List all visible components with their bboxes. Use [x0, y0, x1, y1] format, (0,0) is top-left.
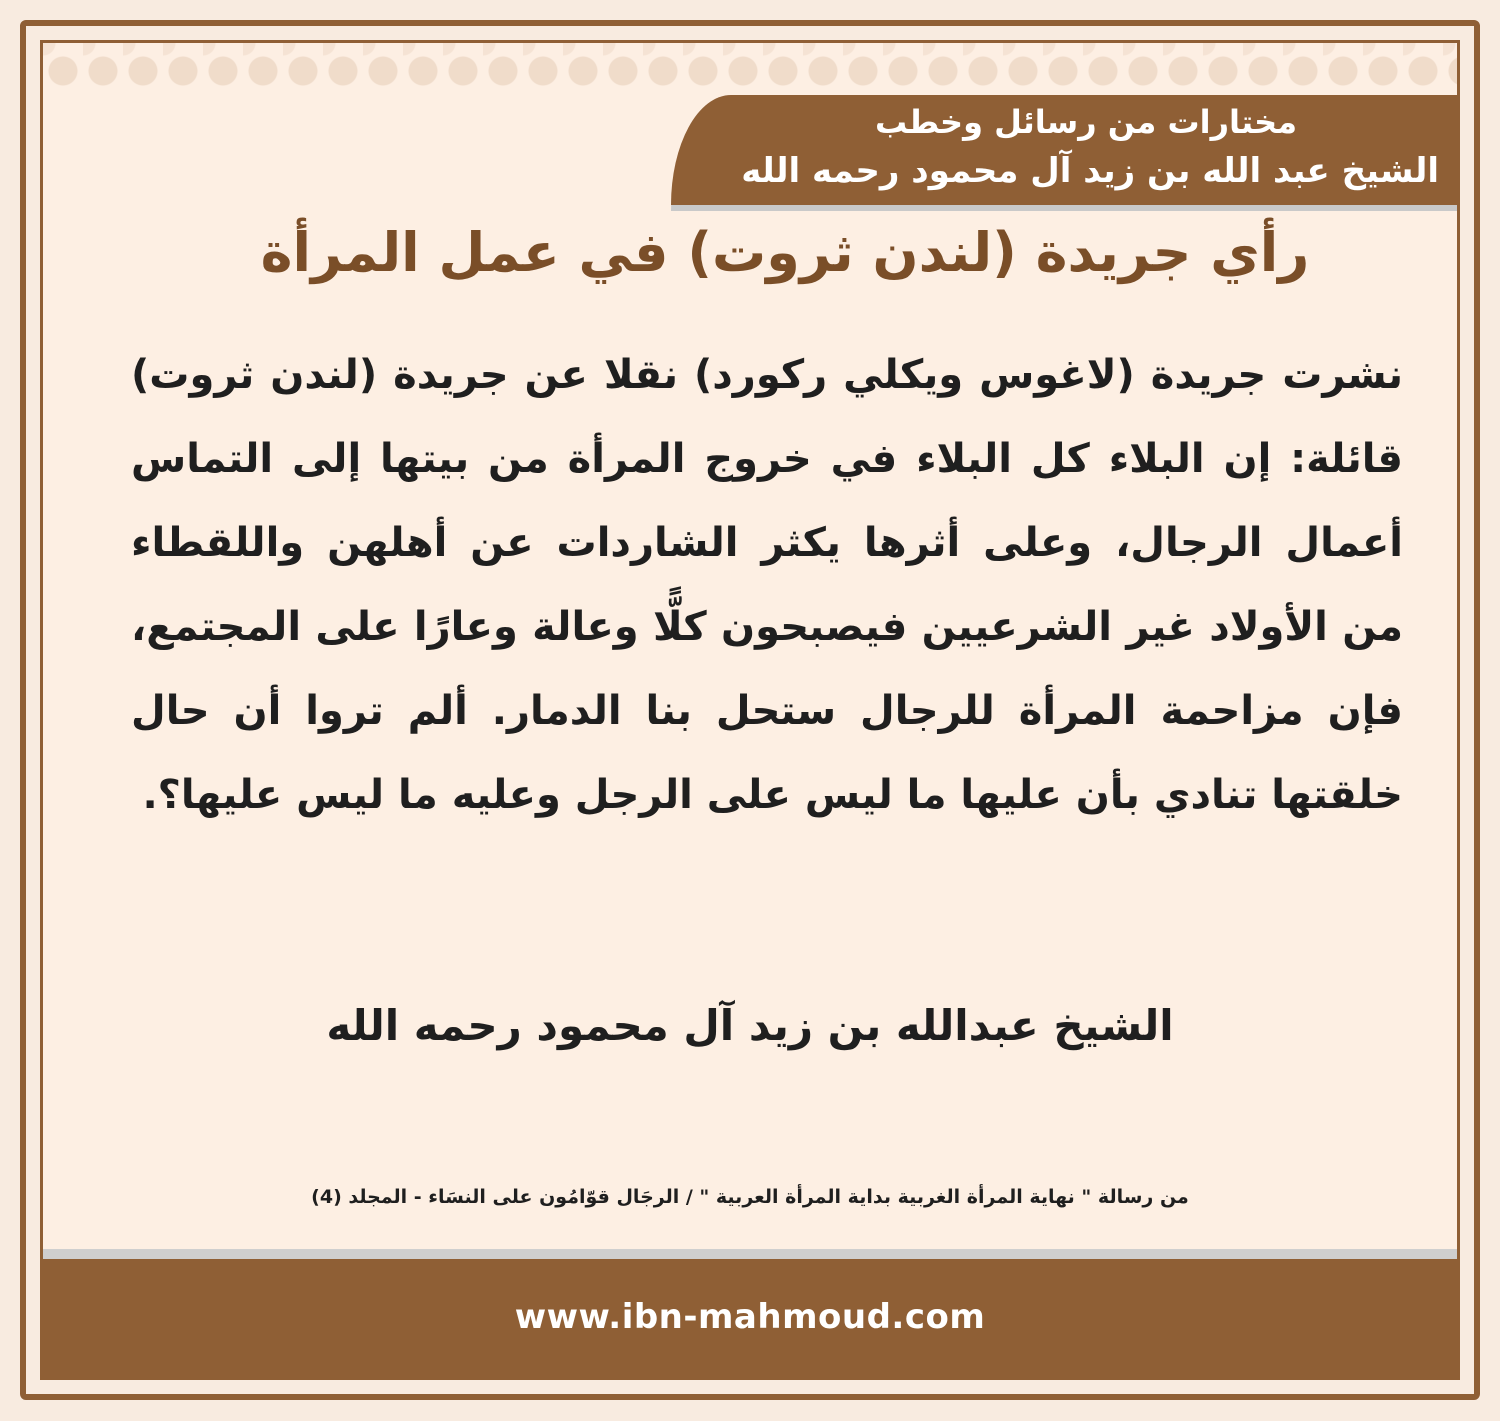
header-author: الشيخ عبد الله بن زيد آل محمود رحمه الله [741, 151, 1439, 191]
decorative-pattern [43, 43, 1457, 99]
website-link[interactable]: www.ibn-mahmoud.com [514, 1297, 986, 1337]
source-reference: من رسالة " نهاية المرأة الغربية بداية المرأة العربية " / الرجَال قوّامُون على النسَاء - المجلد (4) [311, 1186, 1189, 1208]
article-body: نشرت جريدة (لاغوس ويكلي ركورد) نقلا عن جريدة (لندن ثروت) قائلة: إن البلاء كل البلاء في خروج المرأة من بيتها إلى التماس أعمال الرجال، وعلى أثرها يكثر الشاردات عن أهلهن واللقطاء من الأولاد غير الشرعيين فيصبحون كلًّا وعالة وعارًا على المجتمع، فإن مزاحمة المرأة للرجال ستحل بنا الدمار. ألم تروا أن حال خلقتها تنادي بأن عليها ما ليس على الرجل وعليه ما ليس عليها؟. [131, 352, 1403, 818]
author-signature: الشيخ عبدالله بن زيد آل محمود رحمه الله [326, 1001, 1174, 1050]
header-series-title: مختارات من رسائل وخطب [874, 103, 1297, 141]
header-banner [671, 95, 1457, 205]
card [40, 40, 1460, 1380]
article-title: رأي جريدة (لندن ثروت) في عمل المرأة [260, 221, 1310, 284]
footer-band [43, 1249, 1457, 1377]
